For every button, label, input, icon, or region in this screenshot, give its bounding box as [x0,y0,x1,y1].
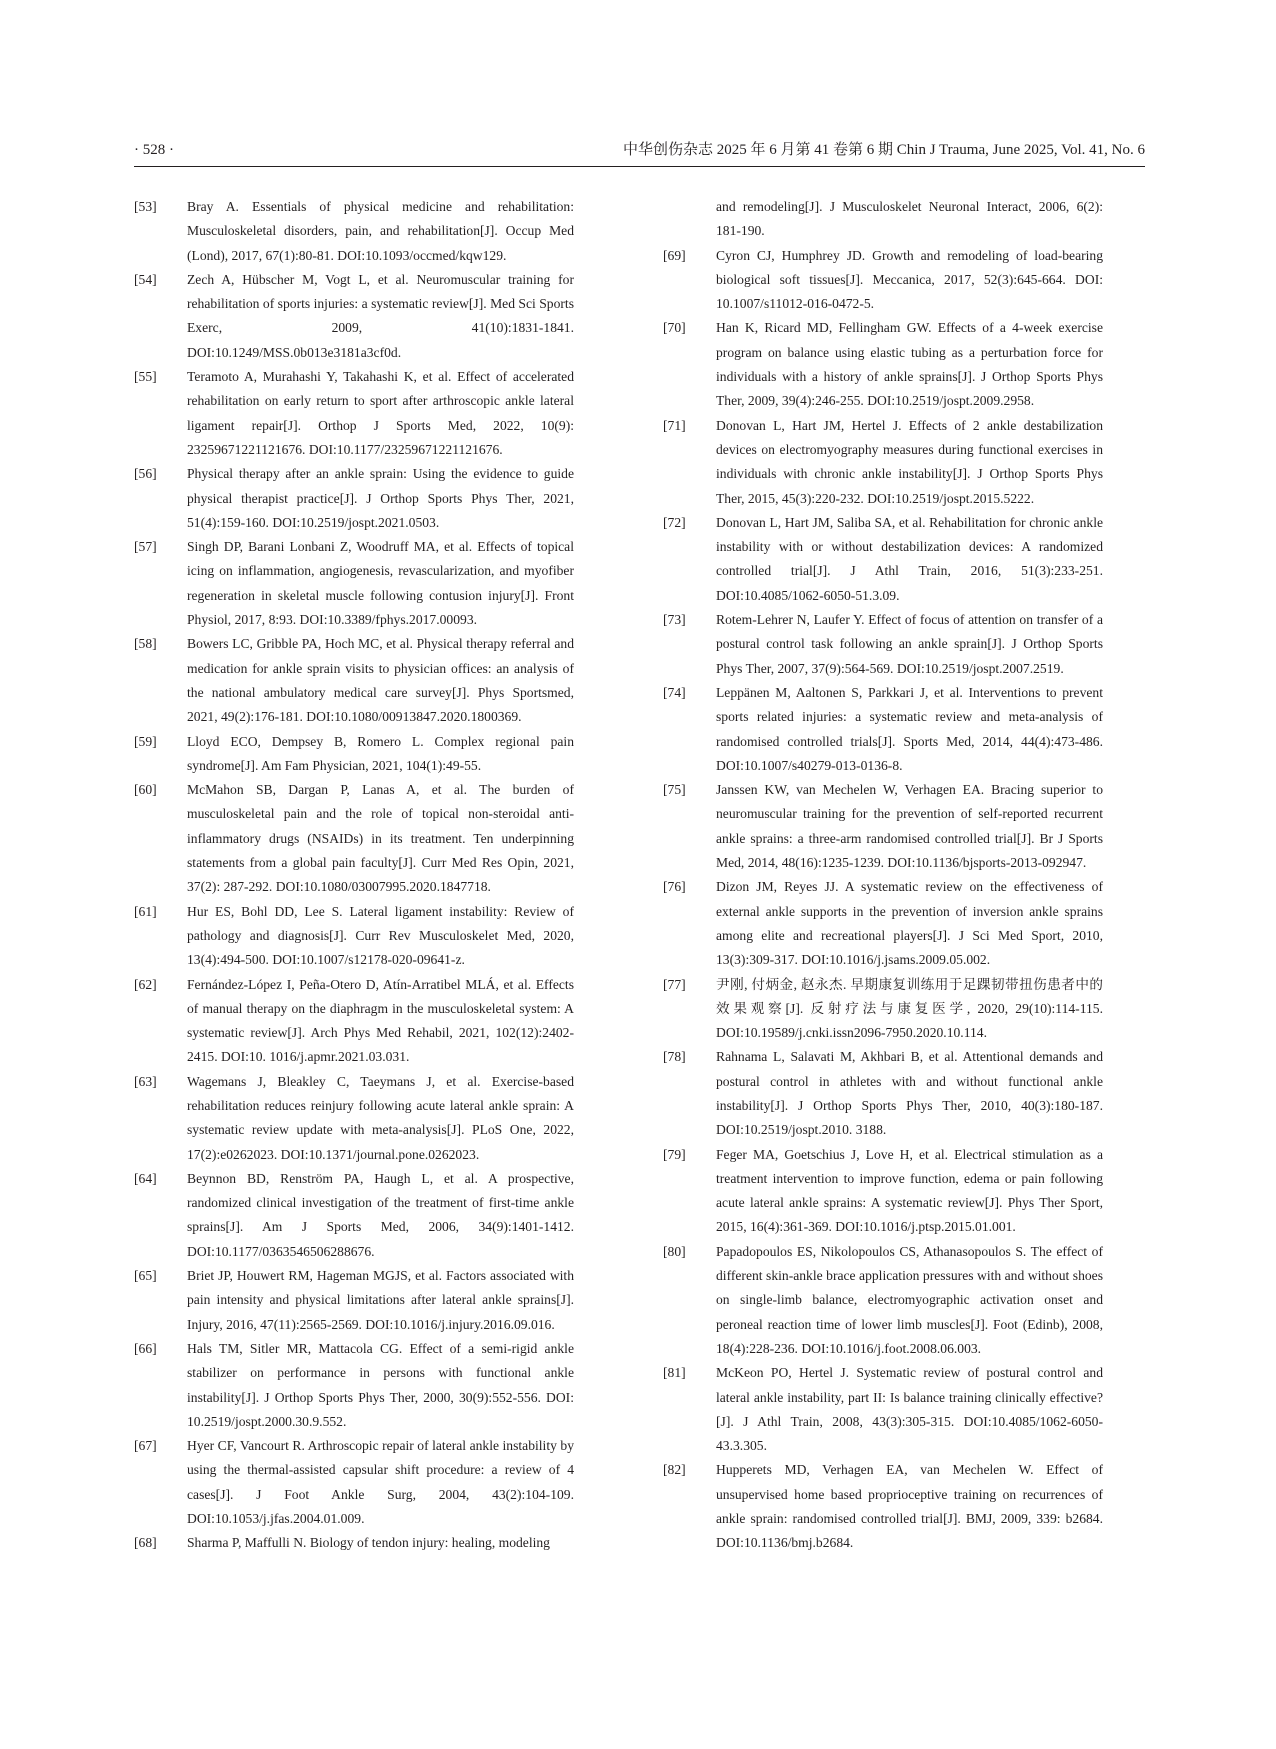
reference-text: McMahon SB, Dargan P, Lanas A, et al. The burden of musculoskeletal pain and the role of topical non-steroidal anti-inflammatory drugs (NSAIDs) in its treatment. Ten underpinning statements from a global pain faculty[J]. Curr Med Res Opin, 2021, 37(2): 287-292. DOI:10.1080/03007995.2020.1847718. [187,782,574,895]
reference-number: [74] [663,684,686,700]
reference-number: [71] [663,417,686,433]
reference-text: Hyer CF, Vancourt R. Arthroscopic repair of lateral ankle instability by using the thermal-assisted capsular shift procedure: a review of 4 cases[J]. J Foot Ankle Surg, 2004, 43(2):104-109. DOI:10.1053/j.jfas.2004.01.009. [187,1438,574,1527]
reference-entry [663,1045,1103,1142]
reference-number: [54] [134,271,157,287]
reference-entry [134,365,574,462]
reference-text: Beynnon BD, Renström PA, Haugh L, et al. A prospective, randomized clinical investigation of the treatment of first-time ankle sprains[J]. Am J Sports Med, 2006, 34(9):1401-1412. DOI:10.1177/0363546506288676. [187,1170,574,1259]
reference-text: Donovan L, Hart JM, Hertel J. Effects of 2 ankle destabilization devices on electromyography measures during functional exercises in individuals with chronic ankle instability[J]. J Orthop Sports Phys Ther, 2015, 45(3):220-232. DOI:10.2519/jospt.2015.5222. [716,417,1103,506]
reference-entry [663,778,1103,875]
reference-number: [81] [663,1365,686,1381]
reference-number: [73] [663,612,686,628]
reference-entry [663,244,1103,317]
reference-entry [134,535,574,632]
reference-text: 尹刚, 付炳金, 赵永杰. 早期康复训练用于足踝韧带扭伤患者中的效果观察[J]. 反射疗法与康复医学, 2020, 29(10):114-115. DOI:10.19589/j.cnki.issn2096-7950.2020.10.114. [716,976,1103,1041]
reference-entry [663,1458,1103,1555]
reference-number: [78] [663,1049,686,1065]
reference-number: [64] [134,1170,157,1186]
reference-text: Bray A. Essentials of physical medicine and rehabilitation: Musculoskeletal disorders, pain, and rehabilitation[J]. Occup Med (Lond), 2017, 67(1):80-81. DOI:10.1093/occmed/kqw129. [187,199,574,263]
reference-entry [134,268,574,365]
reference-number: [55] [134,369,157,385]
reference-number: [80] [663,1243,686,1259]
reference-number: [58] [134,636,157,652]
reference-text: Rahnama L, Salavati M, Akhbari B, et al. Attentional demands and postural control in athletes with and without functional ankle instability[J]. J Orthop Sports Phys Ther, 2010, 40(3):180-187. DOI:10.2519/jospt.2010. 3188. [716,1049,1103,1138]
reference-entry [663,973,1103,1046]
reference-text: Fernández-López I, Peña-Otero D, Atín-Arratibel MLÁ, et al. Effects of manual therapy on the diaphragm in the musculoskeletal system: A systematic review[J]. Arch Phys Med Rehabil, 2021, 102(12):2402-2415. DOI:10. 1016/j.apmr.2021.03.031. [187,976,574,1065]
reference-number: [61] [134,903,157,919]
reference-number: [77] [663,976,686,992]
reference-entry [663,1240,1103,1361]
reference-entry [663,1143,1103,1240]
reference-text: Dizon JM, Reyes JJ. A systematic review on the effectiveness of external ankle supports in the prevention of inversion ankle sprains among elite and recreational players[J]. J Sci Med Sport, 2010, 13(3):309-317. DOI:10.1016/j.jsams.2009.05.002. [716,879,1103,968]
reference-entry [663,608,1103,681]
running-header [134,140,1145,167]
reference-entry [134,1264,574,1337]
reference-entry [134,462,574,535]
reference-text: Briet JP, Houwert RM, Hageman MGJS, et al. Factors associated with pain intensity and physical limitations after lateral ankle sprains[J]. Injury, 2016, 47(11):2565-2569. DOI:10.1016/j.injury.2016.09.016. [187,1268,574,1332]
reference-entry [134,1337,574,1434]
reference-entry [134,1167,574,1264]
reference-text: Teramoto A, Murahashi Y, Takahashi K, et al. Effect of accelerated rehabilitation on early return to sport after arthroscopic ankle lateral ligament repair[J]. Orthop J Sports Med, 2022, 10(9): 23259671221121676. DOI:10.1177/23259671221121676. [187,369,574,457]
reference-text: Singh DP, Barani Lonbani Z, Woodruff MA, et al. Effects of topical icing on inflammation, angiogenesis, revascularization, and myofiber regeneration in skeletal muscle following contusion injury[J]. Front Physiol, 2017, 8:93. DOI:10.3389/fphys.2017.00093. [187,539,574,628]
reference-text: Wagemans J, Bleakley C, Taeymans J, et al. Exercise-based rehabilitation reduces reinjury following acute lateral ankle sprain: A systematic review update with meta-analysis[J]. PLoS One, 2022, 17(2):e0262023. DOI:10.1371/journal.pone.0262023. [187,1073,574,1162]
reference-number: [72] [663,514,686,530]
reference-number: [70] [663,320,686,336]
reference-entry [663,414,1103,511]
reference-number: [76] [663,879,686,895]
reference-text: Cyron CJ, Humphrey JD. Growth and remodeling of load-bearing biological soft tissues[J]. Meccanica, 2017, 52(3):645-664. DOI: 10.1007/s11012-016-0472-5. [716,247,1103,312]
reference-text: Feger MA, Goetschius J, Love H, et al. Electrical stimulation as a treatment intervention to improve function, edema or pain following acute lateral ankle sprains: A systematic review[J]. Phys Ther Sport, 2015, 16(4):361-369. DOI:10.1016/j.ptsp.2015.01.001. [716,1146,1103,1235]
reference-entry [134,778,574,899]
reference-text: Bowers LC, Gribble PA, Hoch MC, et al. Physical therapy referral and medication for ankle sprain visits to physician offices: an analysis of the national ambulatory medical care survey[J]. Phys Sportsmed, 2021, 49(2):176-181. DOI:10.1080/00913847.2020.1800369. [187,636,574,725]
page-number: · 528 · [134,142,174,158]
reference-number: [65] [134,1268,157,1284]
reference-entry [663,1361,1103,1458]
reference-text: Janssen KW, van Mechelen W, Verhagen EA. Bracing superior to neuromuscular training for the prevention of self-reported recurrent ankle sprains: a three-arm randomised controlled trial[J]. Br J Sports Med, 2014, 48(16):1235-1239. DOI:10.1136/bjsports-2013-092947. [716,782,1103,871]
reference-entry [134,195,574,268]
reference-text: Sharma P, Maffulli N. Biology of tendon injury: healing, modeling [187,1535,550,1551]
reference-text: Donovan L, Hart JM, Saliba SA, et al. Rehabilitation for chronic ankle instability with or without destabilization devices: A randomized controlled trial[J]. J Athl Train, 2016, 51(3):233-251. DOI:10.4085/1062-6050-51.3.09. [716,514,1103,603]
reference-number: [66] [134,1340,157,1356]
reference-text: Physical therapy after an ankle sprain: Using the evidence to guide physical therapist practice[J]. J Orthop Sports Phys Ther, 2021, 51(4):159-160. DOI:10.2519/jospt.2021.0503. [187,466,574,530]
reference-number: [63] [134,1073,157,1089]
reference-text: Papadopoulos ES, Nikolopoulos CS, Athanasopoulos S. The effect of different skin-ankle brace application pressures with and without shoes on single-limb balance, electromyographic activation onset and peroneal reaction time of lower limb muscles[J]. Foot (Edinb), 2008, 18(4):228-236. DOI:10.1016/j.foot.2008.06.003. [716,1243,1103,1356]
reference-text: Leppänen M, Aaltonen S, Parkkari J, et al. Interventions to prevent sports related injuries: a systematic review and meta-analysis of randomised controlled trials[J]. Sports Med, 2014, 44(4):473-486. DOI:10.1007/s40279-013-0136-8. [716,684,1103,773]
journal-citation: 中华创伤杂志 2025 年 6 月第 41 卷第 6 期 Chin J Trauma, June 2025, Vol. 41, No. 6 [623,142,1145,158]
reference-text: and remodeling[J]. J Musculoskelet Neuronal Interact, 2006, 6(2): 181-190. [716,199,1103,239]
reference-number: [53] [134,199,157,214]
reference-entry [134,973,574,1070]
reference-text: Hals TM, Sitler MR, Mattacola CG. Effect of a semi-rigid ankle stabilizer on performance in persons with functional ankle instability[J]. J Orthop Sports Phys Ther, 2000, 30(9):552-556. DOI: 10.2519/jospt.2000.30.9.552. [187,1340,574,1429]
reference-number: [82] [663,1462,686,1478]
reference-number: [79] [663,1146,686,1162]
reference-entry [663,681,1103,778]
reference-continuation [663,195,1103,244]
reference-text: Lloyd ECO, Dempsey B, Romero L. Complex regional pain syndrome[J]. Am Fam Physician, 2021, 104(1):49-55. [187,733,574,773]
reference-number: [56] [134,466,157,482]
reference-number: [60] [134,782,157,798]
reference-number: [57] [134,539,157,555]
reference-text: Zech A, Hübscher M, Vogt L, et al. Neuromuscular training for rehabilitation of sports injuries: a systematic review[J]. Med Sci Sports Exerc, 2009, 41(10):1831-1841. DOI:10.1249/MSS.0b013e3181a3cf0d. [187,271,574,360]
reference-text: Rotem-Lehrer N, Laufer Y. Effect of focus of attention on transfer of a postural control task following an ankle sprain[J]. J Orthop Sports Phys Ther, 2007, 37(9):564-569. DOI:10.2519/jospt.2007.2519. [716,612,1103,676]
reference-text: Hupperets MD, Verhagen EA, van Mechelen W. Effect of unsupervised home based proprioceptive training on recurrences of ankle sprain: randomised controlled trial[J]. BMJ, 2009, 339: b2684. DOI:10.1136/bmj.b2684. [716,1462,1103,1551]
reference-number: [75] [663,782,686,798]
reference-entry [134,632,574,729]
reference-entry [134,1070,574,1167]
references-right-column [663,195,1103,1556]
reference-number: [62] [134,976,157,992]
reference-entry [663,875,1103,972]
reference-text: Han K, Ricard MD, Fellingham GW. Effects of a 4-week exercise program on balance using elastic tubing as a perturbation force for individuals with a history of ankle sprains[J]. J Orthop Sports Phys Ther, 2009, 39(4):246-255. DOI:10.2519/jospt.2009.2958. [716,320,1103,409]
reference-entry [663,511,1103,608]
reference-entry [134,1434,574,1531]
reference-number: [59] [134,733,157,749]
reference-number: [69] [663,247,686,263]
reference-number: [67] [134,1438,157,1454]
reference-number: [68] [134,1535,157,1551]
reference-text: McKeon PO, Hertel J. Systematic review of postural control and lateral ankle instability, part II: Is balance training clinically effective?[J]. J Athl Train, 2008, 43(3):305-315. DOI:10.4085/1062-6050-43.3.305. [716,1365,1103,1454]
reference-entry [134,900,574,973]
reference-entry [134,730,574,779]
reference-text: Hur ES, Bohl DD, Lee S. Lateral ligament instability: Review of pathology and diagnosis[J]. Curr Rev Musculoskelet Med, 2020, 13(4):494-500. DOI:10.1007/s12178-020-09641-z. [187,903,574,968]
references-left-column [134,195,574,1556]
reference-entry [134,1531,574,1555]
reference-entry [663,316,1103,413]
